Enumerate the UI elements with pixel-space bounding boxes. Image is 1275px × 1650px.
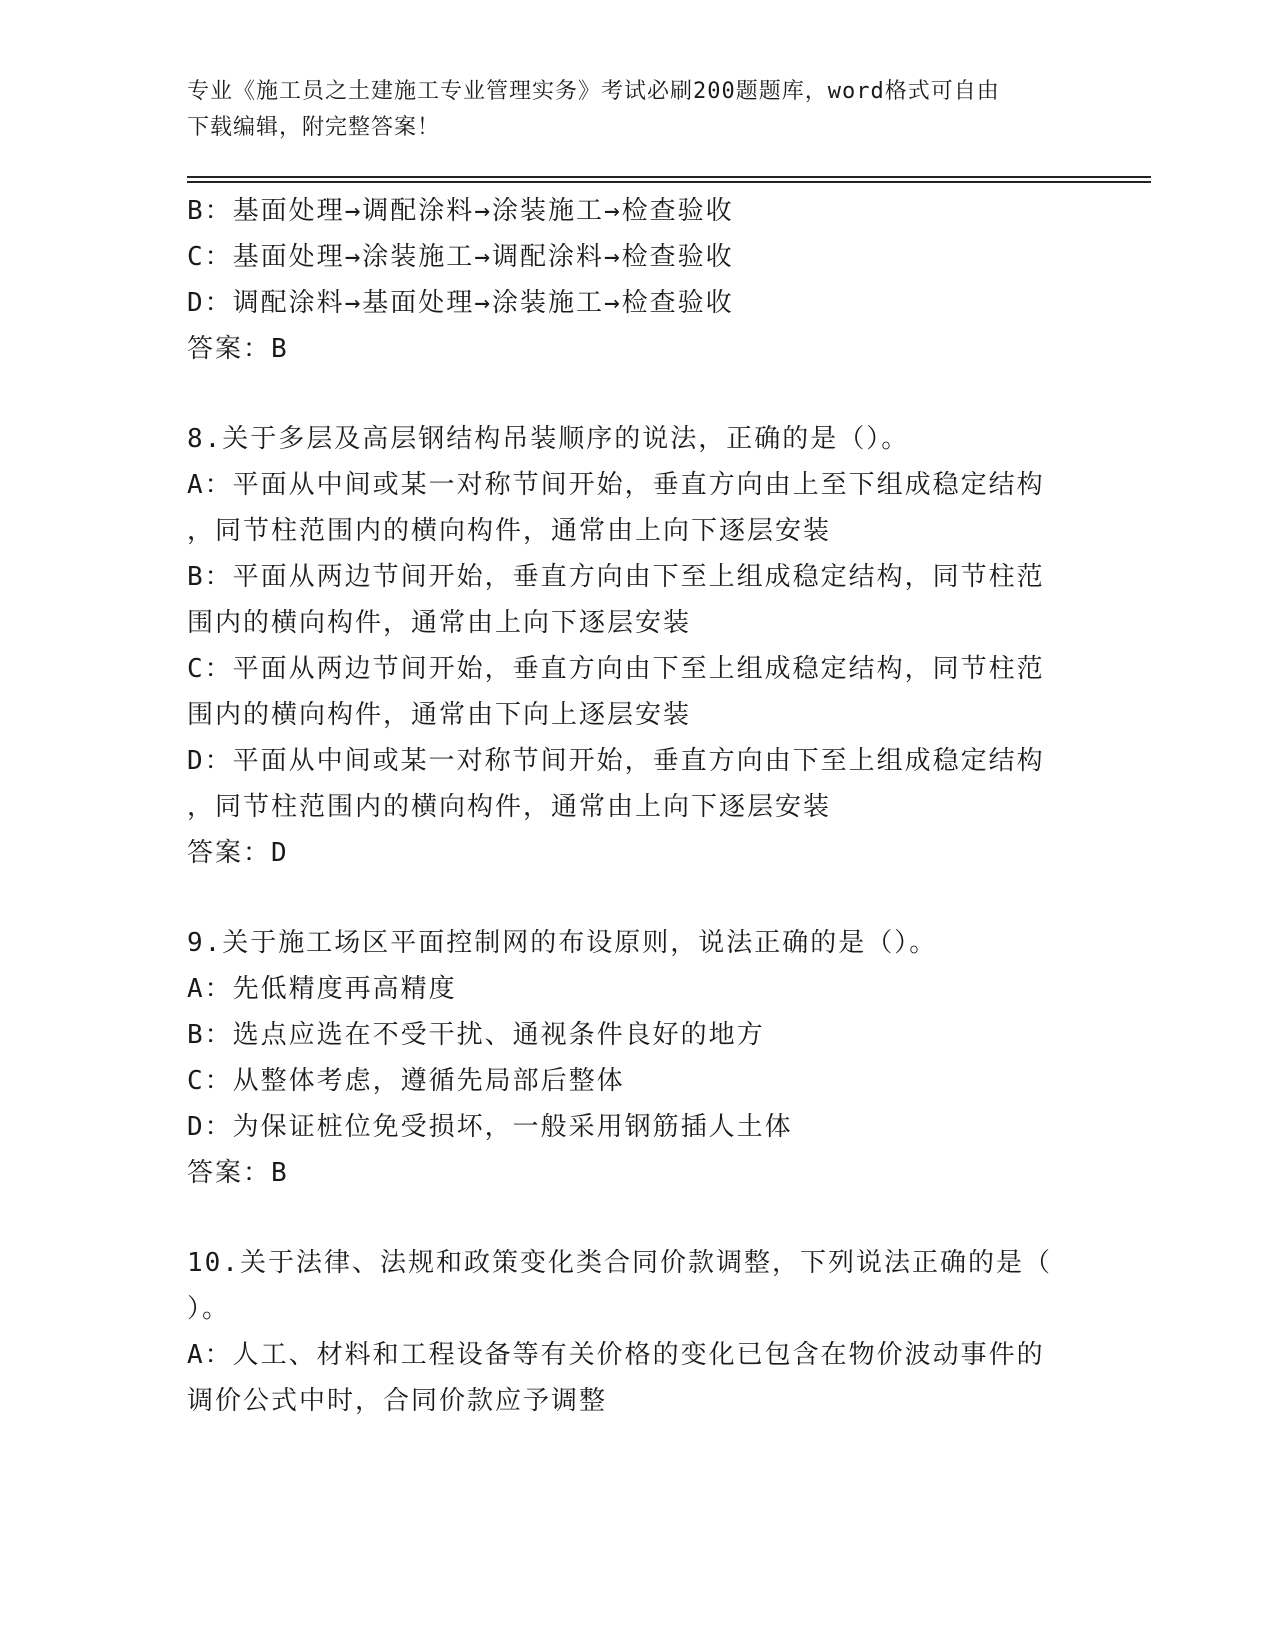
q8-answer: 答案：D [187, 838, 289, 868]
q8-option-d-line-1: D：平面从中间或某一对称节间开始，垂直方向由下至上组成稳定结构 [187, 746, 1045, 776]
header-divider-top [187, 176, 1151, 178]
question-10-text-line-1: 10.关于法律、法规和政策变化类合同价款调整，下列说法正确的是（ [187, 1248, 1052, 1278]
question-8-text: 8.关于多层及高层钢结构吊装顺序的说法，正确的是（）。 [187, 424, 910, 454]
header-divider-bottom [187, 181, 1151, 183]
answer-line: 答案：B [187, 334, 289, 364]
question-9-text: 9.关于施工场区平面控制网的布设原则，说法正确的是（）。 [187, 928, 938, 958]
q8-option-a-line-2: ，同节柱范围内的横向构件，通常由上向下逐层安装 [187, 516, 832, 546]
option-b: B：基面处理→调配涂料→涂装施工→检查验收 [187, 196, 734, 226]
q9-answer: 答案：B [187, 1158, 289, 1188]
q9-option-b: B：选点应选在不受干扰、通视条件良好的地方 [187, 1020, 765, 1050]
q10-option-a-line-1: A：人工、材料和工程设备等有关价格的变化已包含在物价波动事件的 [187, 1340, 1045, 1370]
q10-option-a-line-2: 调价公式中时，合同价款应予调整 [187, 1386, 608, 1416]
document-header [187, 74, 1067, 146]
header-line-1: 专业《施工员之土建施工专业管理实务》考试必刷200题题库，word格式可自由 [187, 79, 1000, 104]
q9-option-c: C：从整体考虑，遵循先局部后整体 [187, 1066, 625, 1096]
q8-option-a-line-1: A：平面从中间或某一对称节间开始，垂直方向由上至下组成稳定结构 [187, 470, 1045, 500]
option-d: D：调配涂料→基面处理→涂装施工→检查验收 [187, 288, 734, 318]
document-body [187, 188, 1087, 1424]
q8-option-c-line-1: C：平面从两边节间开始，垂直方向由下至上组成稳定结构，同节柱范 [187, 654, 1045, 684]
question-10-text-line-2: ）。 [187, 1294, 231, 1324]
q8-option-d-line-2: ，同节柱范围内的横向构件，通常由上向下逐层安装 [187, 792, 832, 822]
option-c: C：基面处理→涂装施工→调配涂料→检查验收 [187, 242, 734, 272]
header-line-2: 下载编辑，附完整答案！ [187, 115, 441, 140]
q8-option-c-line-2: 围内的横向构件，通常由下向上逐层安装 [187, 700, 692, 730]
q9-option-a: A：先低精度再高精度 [187, 974, 457, 1004]
q8-option-b-line-2: 围内的横向构件，通常由上向下逐层安装 [187, 608, 692, 638]
q9-option-d: D：为保证桩位免受损坏，一般采用钢筋插人土体 [187, 1112, 793, 1142]
q8-option-b-line-1: B：平面从两边节间开始，垂直方向由下至上组成稳定结构，同节柱范 [187, 562, 1045, 592]
